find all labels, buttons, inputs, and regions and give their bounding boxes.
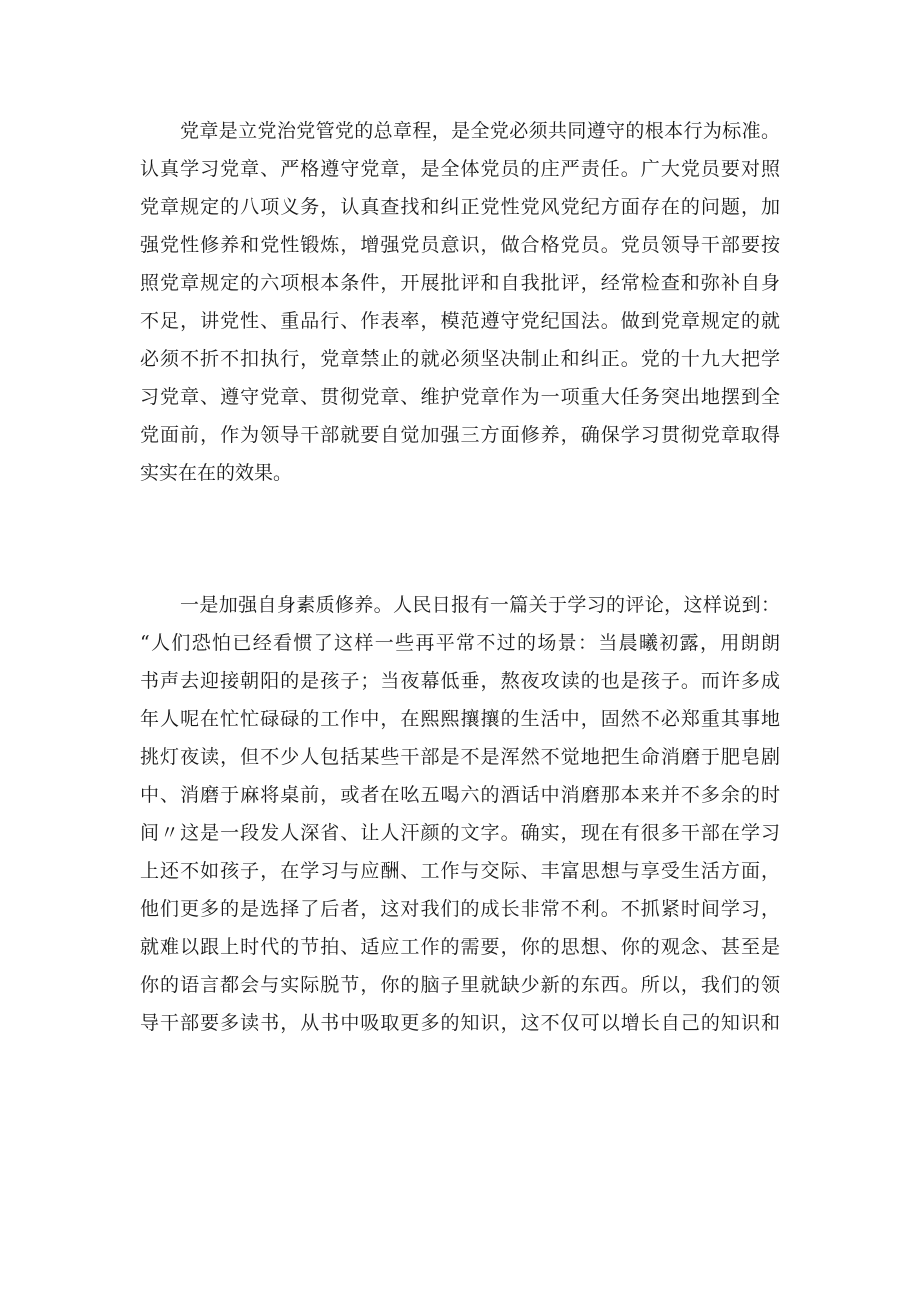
paragraph-line: 必须不折不扣执行，党章禁止的就必须坚决制止和纠正。党的十九大把学 [140, 348, 780, 370]
paragraph-line: 年人呢在忙忙碌碌的工作中，在熙熙攘攘的生活中，固然不必郑重其事地 [140, 708, 780, 730]
paragraph-line: 认真学习党章、严格遵守党章，是全体党员的庄严责任。广大党员要对照 [140, 158, 780, 180]
paragraph-line: 党章规定的八项义务，认真查找和纠正党性党风党纪方面存在的问题，加 [140, 196, 780, 218]
paragraph-line: 强党性修养和党性锻炼，增强党员意识，做合格党员。党员领导干部要按 [140, 234, 780, 256]
paragraph-line: 你的语言都会与实际脱节，你的脑子里就缺少新的东西。所以，我们的领 [140, 974, 780, 996]
paragraph-line: 导干部要多读书，从书中吸取更多的知识，这不仅可以增长自己的知识和 [140, 1012, 780, 1034]
paragraph-line: “人们恐怕已经看惯了这样一些再平常不过的场景：当晨曦初露，用朗朗 [140, 632, 780, 654]
paragraph-line: 间〃这是一段发人深省、让人汗颜的文字。确实，现在有很多干部在学习 [140, 822, 780, 844]
paragraph-line: 书声去迎接朝阳的是孩子；当夜幕低垂，熬夜攻读的也是孩子。而许多成 [140, 670, 780, 692]
paragraph-line: 实实在在的效果。 [140, 462, 293, 484]
paragraph-line: 中、消磨于麻将桌前，或者在吆五喝六的酒话中消磨那本来并不多余的时 [140, 784, 780, 806]
paragraph-self-cultivation [140, 586, 780, 1042]
paragraph-line: 党章是立党治党管党的总章程，是全党必须共同遵守的根本行为标准。 [180, 120, 780, 142]
paragraph-line: 就难以跟上时代的节拍、适应工作的需要，你的思想、你的观念、甚至是 [140, 936, 780, 958]
paragraph-line: 照党章规定的六项根本条件，开展批评和自我批评，经常检查和弥补自身 [140, 272, 780, 294]
paragraph-line: 他们更多的是选择了后者，这对我们的成长非常不利。不抓紧时间学习， [140, 898, 780, 920]
paragraph-line: 党面前，作为领导干部就要自觉加强三方面修养，确保学习贯彻党章取得 [140, 424, 780, 446]
paragraph-line: 上还不如孩子，在学习与应酬、工作与交际、丰富思想与享受生活方面， [140, 860, 780, 882]
paragraph-line: 一是加强自身素质修养。人民日报有一篇关于学习的评论，这样说到： [180, 594, 780, 616]
paragraph-party-constitution [140, 112, 780, 492]
paragraph-line: 习党章、遵守党章、贯彻党章、维护党章作为一项重大任务突出地摆到全 [140, 386, 780, 408]
paragraph-line: 不足，讲党性、重品行、作表率，模范遵守党纪国法。做到党章规定的就 [140, 310, 780, 332]
paragraph-line: 挑灯夜读，但不少人包括某些干部是不是浑然不觉地把生命消磨于肥皂剧 [140, 746, 780, 768]
